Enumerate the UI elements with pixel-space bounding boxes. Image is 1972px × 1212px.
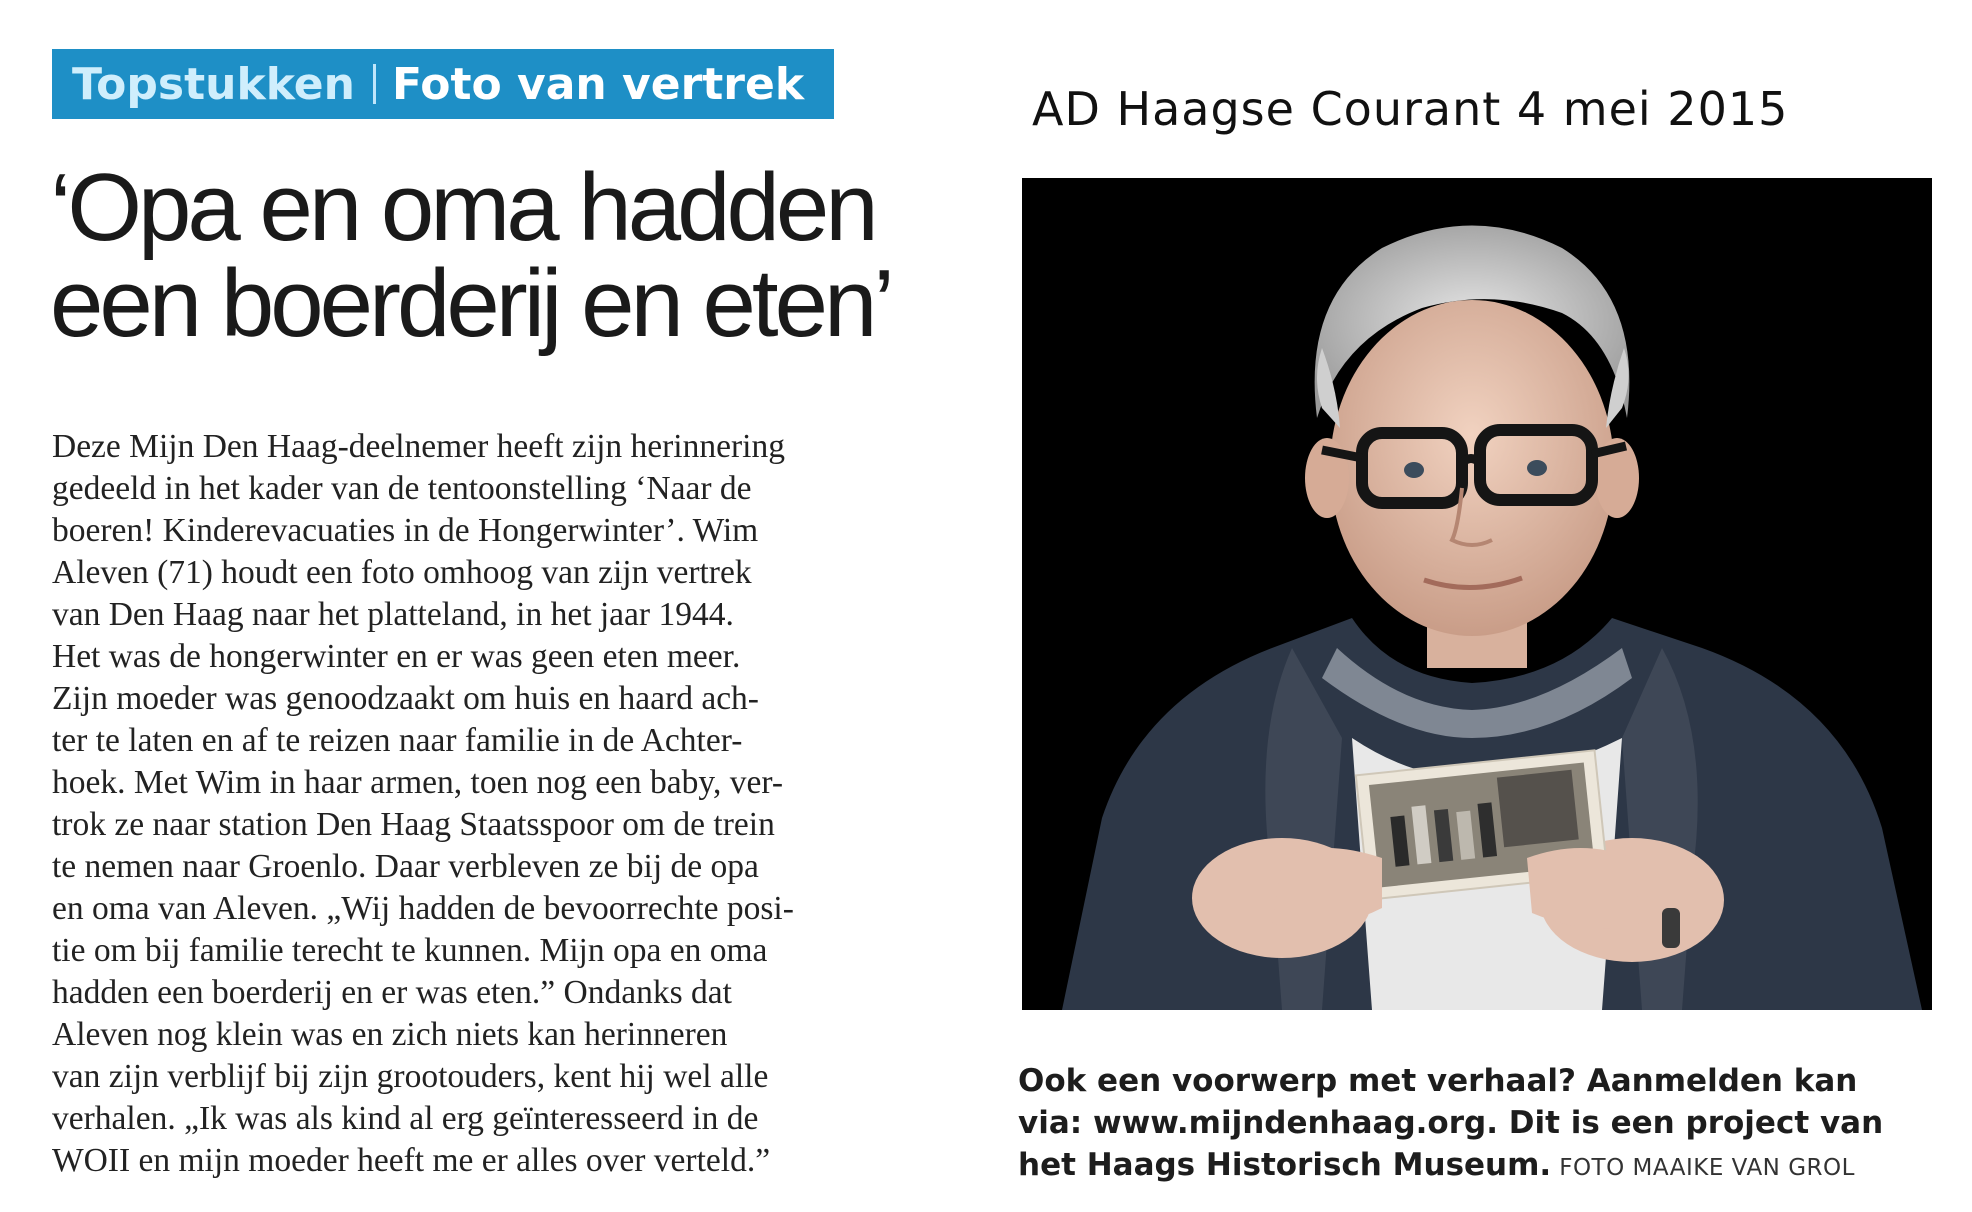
body-line: tie om bij familie terecht te kunnen. Mijn opa en oma xyxy=(52,932,768,969)
body-line: van zijn verblijf bij zijn grootouders, kent hij wel alle xyxy=(52,1058,769,1095)
body-line: gedeeld in het kader van de tentoonstelling ‘Naar de xyxy=(52,470,752,507)
body-line: boeren! Kinderevacuaties in de Hongerwinter’. Wim xyxy=(52,512,759,549)
body-line: hadden een boerderij en er was eten.” Ondanks dat xyxy=(52,974,732,1011)
caption-line: Ook een voorwerp met verhaal? Aanmelden kan xyxy=(1018,1063,1858,1099)
photo-credit: FOTO MAAIKE VAN GROL xyxy=(1559,1155,1855,1181)
headline-line: ‘Opa en oma hadden xyxy=(50,154,875,261)
headline xyxy=(50,154,950,357)
caption-line: via: www.mijndenhaag.org. Dit is een project van xyxy=(1018,1105,1884,1141)
kicker-section: Topstukken xyxy=(72,58,355,110)
source-line: AD Haagse Courant 4 mei 2015 xyxy=(1032,82,1789,136)
body-line: WOII en mijn moeder heeft me er alles over verteld.” xyxy=(52,1142,771,1179)
body-line: Deze Mijn Den Haag-deelnemer heeft zijn herinnering xyxy=(52,428,785,465)
body-line: trok ze naar station Den Haag Staatsspoor om de trein xyxy=(52,806,775,843)
body-line: ter te laten en af te reizen naar familie in de Achter- xyxy=(52,722,743,759)
photo-caption xyxy=(1018,1060,1958,1189)
body-line: hoek. Met Wim in haar armen, toen nog een baby, ver- xyxy=(52,764,784,801)
portrait-illustration xyxy=(1022,178,1932,1010)
caption-line xyxy=(1018,1144,1958,1189)
article-body xyxy=(52,426,982,1182)
body-line: Het was de hongerwinter en er was geen eten meer. xyxy=(52,638,741,675)
kicker-title: Foto van vertrek xyxy=(391,58,805,110)
body-line: Aleven nog klein was en zich niets kan herinneren xyxy=(52,1016,728,1053)
body-line: te nemen naar Groenlo. Daar verbleven ze bij de opa xyxy=(52,848,759,885)
body-line: Zijn moeder was genoodzaakt om huis en haard ach- xyxy=(52,680,759,717)
body-line: Aleven (71) houdt een foto omhoog van zijn vertrek xyxy=(52,554,752,591)
body-line: en oma van Aleven. „Wij hadden de bevoorrechte posi- xyxy=(52,890,794,927)
section-kicker xyxy=(52,49,834,119)
body-line: verhalen. „Ik was als kind al erg geïnteresseerd in de xyxy=(52,1100,759,1137)
caption-text: het Haags Historisch Museum. xyxy=(1018,1147,1552,1183)
portrait-photo xyxy=(1022,178,1932,1010)
headline-line: een boerderij en eten’ xyxy=(50,250,891,357)
kicker-divider xyxy=(373,64,376,104)
body-line: van Den Haag naar het platteland, in het jaar 1944. xyxy=(52,596,734,633)
